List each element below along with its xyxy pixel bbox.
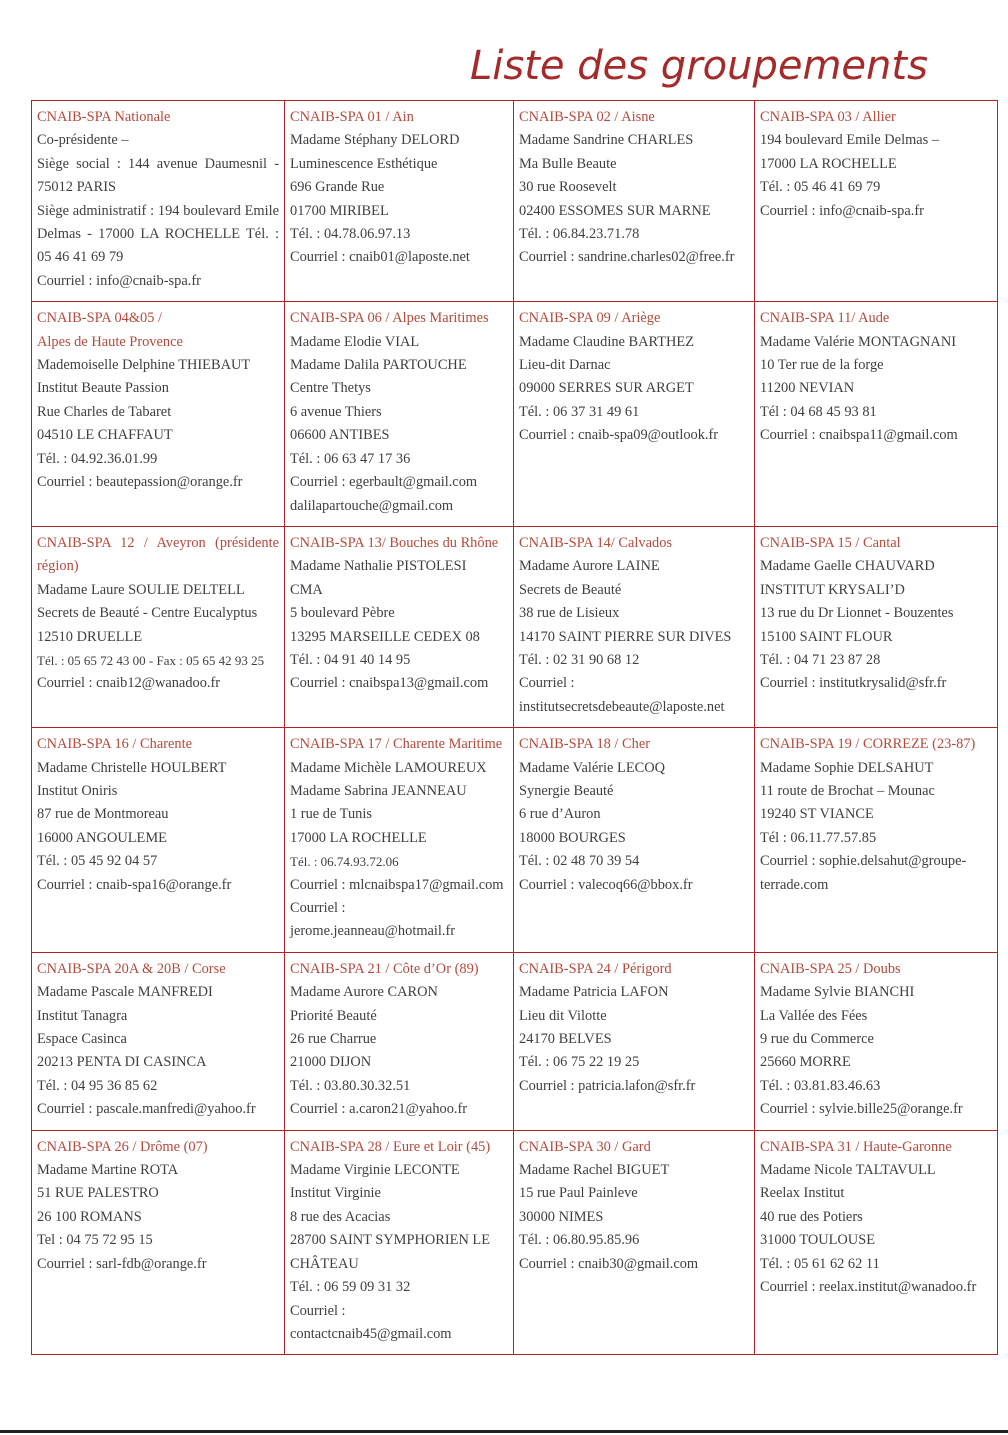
groupement-detail-line: Courriel : valecoq66@bbox.fr <box>519 876 693 893</box>
groupement-detail-line: 04510 LE CHAFFAUT <box>37 427 173 444</box>
groupement-detail-line: Courriel : beautepassion@orange.fr <box>37 474 243 491</box>
groupement-detail-line: Madame Aurore LAINE <box>519 558 660 575</box>
groupement-detail-line: 24170 BELVES <box>519 1031 612 1048</box>
groupement-detail-line: Madame Aurore CARON <box>290 984 438 1001</box>
groupement-name: CNAIB-SPA 11/ Aude <box>760 310 890 327</box>
groupement-detail-line: Madame Sabrina JEANNEAU <box>290 782 467 799</box>
groupement-cell <box>285 302 514 527</box>
groupement-name: CNAIB-SPA 20A & 20B / Corse <box>37 960 226 977</box>
groupement-cell <box>32 101 285 302</box>
groupement-detail-line: Madame Virginie LECONTE <box>290 1162 460 1179</box>
groupement-cell <box>514 302 755 527</box>
groupement-detail-line: Madame Christelle HOULBERT <box>37 759 227 776</box>
groupement-detail-line: 30000 NIMES <box>519 1208 604 1225</box>
groupement-detail-line: Priorité Beauté <box>290 1007 377 1024</box>
groupement-detail-line: 13295 MARSEILLE CEDEX 08 <box>290 628 480 645</box>
groupement-cell <box>32 952 285 1130</box>
groupement-cell <box>514 101 755 302</box>
table-row <box>32 728 998 953</box>
groupement-detail-line: Courriel : <box>519 675 575 692</box>
groupement-detail-line: Institut Virginie <box>290 1185 381 1202</box>
groupement-cell <box>285 952 514 1130</box>
groupement-detail-line: Secrets de Beauté <box>519 581 622 598</box>
groupement-detail-line: Tél. : 05 65 72 43 00 - Fax : 05 65 42 93 25 <box>37 652 265 668</box>
groupement-detail-line: Courriel : cnaibspa11@gmail.com <box>760 427 958 444</box>
groupement-detail-line: Tél. : 06.74.93.72.06 <box>290 854 399 870</box>
groupement-cell <box>32 728 285 953</box>
groupement-name: CNAIB-SPA 12 / Aveyron (présidente région) <box>37 534 279 575</box>
groupement-detail-line: Tél. : 04.78.06.97.13 <box>290 226 411 243</box>
groupement-detail-line: Co-présidente – <box>37 132 129 149</box>
groupement-detail-line: 87 rue de Montmoreau <box>37 806 169 823</box>
groupement-detail-line: 31000 TOULOUSE <box>760 1232 875 1249</box>
table-row <box>32 302 998 527</box>
groupement-cell <box>755 952 998 1130</box>
groupement-detail-line: 26 rue Charrue <box>290 1031 377 1048</box>
groupement-cell <box>285 101 514 302</box>
groupement-detail-line: 15100 SAINT FLOUR <box>760 628 893 645</box>
groupement-name: CNAIB-SPA 31 / Haute-Garonne <box>760 1138 952 1155</box>
groupement-detail-line: 1 rue de Tunis <box>290 806 372 823</box>
groupement-detail-line: Courriel : cnaib-spa16@orange.fr <box>37 876 232 893</box>
groupement-detail-line: Reelax Institut <box>760 1185 845 1202</box>
groupement-detail-line: Mademoiselle Delphine THIEBAUT <box>37 357 251 374</box>
groupement-detail-line: Courriel : contactcnaib45@gmail.com <box>290 1302 452 1342</box>
groupement-detail-line: Madame Nicole TALTAVULL <box>760 1162 936 1179</box>
groupement-name: Alpes de Haute Provence <box>37 333 183 350</box>
groupement-detail-line: Luminescence Esthétique <box>290 155 438 172</box>
groupement-name: CNAIB-SPA 25 / Doubs <box>760 960 901 977</box>
groupement-detail-line: 06600 ANTIBES <box>290 427 390 444</box>
groupement-name: CNAIB-SPA 21 / Côte d’Or (89) <box>290 960 479 977</box>
groupement-detail-line: Tél. : 05 46 41 69 79 <box>760 179 881 196</box>
groupement-name: CNAIB-SPA 02 / Aisne <box>519 109 655 125</box>
groupement-name: CNAIB-SPA 28 / Eure et Loir (45) <box>290 1138 491 1155</box>
groupement-detail-line: Tél. : 03.81.83.46.63 <box>760 1077 881 1094</box>
groupement-detail-line: Courriel : pascale.manfredi@yahoo.fr <box>37 1101 256 1118</box>
groupement-detail-line: Rue Charles de Tabaret <box>37 403 172 420</box>
groupement-detail-line: 16000 ANGOULEME <box>37 829 167 846</box>
groupement-detail-line: Siège social : 144 avenue Daumesnil - 75012 PARIS <box>37 155 279 196</box>
groupement-name: CNAIB-SPA 18 / Cher <box>519 736 651 753</box>
groupement-detail-line: Tél. : 06.84.23.71.78 <box>519 226 640 243</box>
groupement-detail-line: Madame Elodie VIAL <box>290 333 420 350</box>
groupement-detail-line: dalilapartouche@gmail.com <box>290 497 454 514</box>
groupement-detail-line: 6 avenue Thiers <box>290 403 382 420</box>
groupement-name: CNAIB-SPA 13/ Bouches du Rhône <box>290 534 499 551</box>
groupement-cell <box>514 952 755 1130</box>
groupement-detail-line: INSTITUT KRYSALI’D <box>760 581 905 598</box>
groupement-detail-line: 10 Ter rue de la forge <box>760 357 884 374</box>
table-row <box>32 952 998 1130</box>
groupement-detail-line: Courriel : patricia.lafon@sfr.fr <box>519 1077 696 1094</box>
groupement-detail-line: Madame Laure SOULIE DELTELL <box>37 581 245 598</box>
groupement-detail-line: Tél. : 04.92.36.01.99 <box>37 450 158 467</box>
groupement-detail-line: 12510 DRUELLE <box>37 628 143 645</box>
table-row <box>32 101 998 302</box>
groupement-name: CNAIB-SPA 19 / CORREZE (23-87) <box>760 736 976 753</box>
groupement-name: CNAIB-SPA 06 / Alpes Maritimes <box>290 310 489 327</box>
groupement-cell <box>755 302 998 527</box>
groupement-detail-line: Tél. : 06 75 22 19 25 <box>519 1054 640 1071</box>
groupement-detail-line: Centre Thetys <box>290 380 371 397</box>
groupement-detail-line: 01700 MIRIBEL <box>290 202 389 219</box>
table-row <box>32 1130 998 1355</box>
groupement-detail-line: Courriel : <box>290 900 346 916</box>
groupement-detail-line: Lieu dit Vilotte <box>519 1007 607 1024</box>
groupement-cell <box>285 728 514 953</box>
groupement-detail-line: 14170 SAINT PIERRE SUR DIVES <box>519 628 732 645</box>
groupement-cell <box>285 1130 514 1355</box>
groupement-detail-line: 26 100 ROMANS <box>37 1208 142 1225</box>
groupement-detail-line: Madame Valérie MONTAGNANI <box>760 333 957 350</box>
groupement-detail-line: 13 rue du Dr Lionnet - Bouzentes <box>760 605 954 622</box>
groupement-detail-line: Madame Claudine BARTHEZ <box>519 333 694 350</box>
groupement-detail-line: Madame Sandrine CHARLES <box>519 132 694 149</box>
groupement-detail-line: 28700 SAINT SYMPHORIEN LE CHÂTEAU <box>290 1232 491 1272</box>
groupement-detail-line: 17000 LA ROCHELLE <box>290 829 427 846</box>
groupement-detail-line: 25660 MORRE <box>760 1054 851 1071</box>
groupement-detail-line: Madame Sophie DELSAHUT <box>760 759 934 776</box>
groupement-cell <box>755 728 998 953</box>
groupement-detail-line: Tél. : 06 63 47 17 36 <box>290 450 411 467</box>
groupement-detail-line: Tél : 04 68 45 93 81 <box>760 403 877 420</box>
groupement-cell <box>755 101 998 302</box>
groupement-detail-line: 30 rue Roosevelt <box>519 179 617 196</box>
groupement-detail-line: Madame Gaelle CHAUVARD <box>760 558 935 575</box>
groupement-detail-line: CMA <box>290 581 323 598</box>
groupement-detail-line: 11200 NEVIAN <box>760 380 855 397</box>
groupement-detail-line: 17000 LA ROCHELLE <box>760 155 897 172</box>
groupement-detail-line: Tél. : 04 71 23 87 28 <box>760 651 881 668</box>
groupement-detail-line: Courriel : info@cnaib-spa.fr <box>760 202 924 219</box>
groupement-name: CNAIB-SPA 14/ Calvados <box>519 534 672 551</box>
groupement-detail-line: Synergie Beauté <box>519 782 614 799</box>
groupement-detail-line: Madame Dalila PARTOUCHE <box>290 357 467 374</box>
groupement-detail-line: Institut Beaute Passion <box>37 380 169 397</box>
groupement-name: CNAIB-SPA 09 / Ariège <box>519 310 661 327</box>
table-body <box>32 101 998 1355</box>
groupement-detail-line: Madame Nathalie PISTOLESI <box>290 558 467 575</box>
groupement-detail-line: Tél. : 02 31 90 68 12 <box>519 651 640 668</box>
groupement-detail-line: Courriel : cnaibspa13@gmail.com <box>290 675 489 692</box>
groupement-detail-line: Tél : 06.11.77.57.85 <box>760 829 877 846</box>
groupement-detail-line: 5 boulevard Pèbre <box>290 605 395 622</box>
groupement-cell <box>32 1130 285 1355</box>
groupement-detail-line: Institut Tanagra <box>37 1007 128 1024</box>
groupement-detail-line: Courriel : info@cnaib-spa.fr <box>37 272 201 289</box>
groupement-detail-line: 51 RUE PALESTRO <box>37 1185 159 1202</box>
groupement-detail-line: Tél. : 03.80.30.32.51 <box>290 1077 411 1094</box>
groupement-name: CNAIB-SPA 30 / Gard <box>519 1138 651 1155</box>
groupement-detail-line: Madame Martine ROTA <box>37 1162 179 1179</box>
groupement-detail-line: Madame Stéphany DELORD <box>290 132 460 149</box>
groupement-detail-line: Madame Sylvie BIANCHI <box>760 984 915 1001</box>
groupement-detail-line: 9 rue du Commerce <box>760 1031 874 1048</box>
groupement-detail-line: 21000 DIJON <box>290 1054 372 1071</box>
groupement-detail-line: Tél. : 06 59 09 31 32 <box>290 1279 411 1296</box>
groupement-detail-line: Courriel : cnaib12@wanadoo.fr <box>37 675 221 692</box>
groupement-detail-line: Lieu-dit Darnac <box>519 357 611 374</box>
groupement-table <box>31 100 998 1355</box>
groupement-detail-line: La Vallée des Fées <box>760 1007 868 1024</box>
groupement-detail-line: Tél. : 05 45 92 04 57 <box>37 853 158 870</box>
groupement-cell <box>514 728 755 953</box>
groupement-detail-line: Secrets de Beauté - Centre Eucalyptus <box>37 605 258 622</box>
groupement-detail-line: Madame Michèle LAMOUREUX <box>290 759 487 776</box>
groupement-detail-line: Courriel : institutkrysalid@sfr.fr <box>760 675 947 692</box>
groupement-cell <box>32 526 285 727</box>
groupement-name: CNAIB-SPA 16 / Charente <box>37 736 192 753</box>
groupement-detail-line: Madame Valérie LECOQ <box>519 759 665 776</box>
groupement-detail-line: 40 rue des Potiers <box>760 1208 863 1225</box>
groupement-detail-line: 09000 SERRES SUR ARGET <box>519 380 694 397</box>
groupement-name: CNAIB-SPA 03 / Allier <box>760 109 896 125</box>
groupement-detail-line: Institut Oniris <box>37 782 118 799</box>
groupement-detail-line: Espace Casinca <box>37 1031 127 1048</box>
groupement-detail-line: Siège administratif : 194 boulevard Emile Delmas - 17000 LA ROCHELLE Tél. : 05 46 41 69 79 <box>37 202 279 266</box>
groupement-detail-line: Courriel : cnaib30@gmail.com <box>519 1255 699 1272</box>
groupement-detail-line: Courriel : sandrine.charles02@free.fr <box>519 249 735 266</box>
groupement-cell <box>755 526 998 727</box>
groupement-detail-line: Madame Pascale MANFREDI <box>37 984 213 1001</box>
groupement-detail-line: Courriel : egerbault@gmail.com <box>290 474 478 491</box>
groupement-detail-line: 02400 ESSOMES SUR MARNE <box>519 202 711 219</box>
groupement-detail-line: 19240 ST VIANCE <box>760 806 874 823</box>
groupement-detail-line: 6 rue d’Auron <box>519 806 601 823</box>
groupement-detail-line: Courriel : mlcnaibspa17@gmail.com <box>290 876 504 893</box>
groupement-detail-line: 38 rue de Lisieux <box>519 605 620 622</box>
groupement-detail-line: 194 boulevard Emile Delmas – <box>760 132 940 149</box>
groupement-detail-line: Tél. : 04 95 36 85 62 <box>37 1077 158 1094</box>
groupement-detail-line: Courriel : reelax.institut@wanadoo.fr <box>760 1279 977 1296</box>
groupement-detail-line: Courriel : sylvie.bille25@orange.fr <box>760 1101 963 1118</box>
groupement-name: CNAIB-SPA 17 / Charente Maritime <box>290 736 503 753</box>
groupement-name: CNAIB-SPA 01 / Ain <box>290 109 414 125</box>
groupement-detail-line: Courriel : a.caron21@yahoo.fr <box>290 1101 468 1118</box>
groupement-detail-line: 11 route de Brochat – Mounac <box>760 782 935 799</box>
groupement-detail-line: Tél. : 06.80.95.85.96 <box>519 1232 640 1249</box>
groupement-cell <box>514 526 755 727</box>
groupement-detail-line: institutsecretsdebeaute@laposte.net <box>519 698 725 715</box>
groupement-detail-line: Madame Patricia LAFON <box>519 984 669 1001</box>
groupement-detail-line: jerome.jeanneau@hotmail.fr <box>290 923 456 940</box>
groupement-detail-line: 696 Grande Rue <box>290 179 385 196</box>
groupement-name: CNAIB-SPA 15 / Cantal <box>760 534 901 551</box>
groupement-detail-line: Tél. : 04 91 40 14 95 <box>290 651 411 668</box>
groupement-detail-line: Courriel : cnaib01@laposte.net <box>290 249 470 266</box>
groupement-detail-line: Courriel : sophie.delsahut@groupe-terrade.com <box>760 853 967 893</box>
groupement-cell <box>514 1130 755 1355</box>
groupement-cell <box>755 1130 998 1355</box>
groupement-detail-line: 20213 PENTA DI CASINCA <box>37 1054 207 1071</box>
groupement-detail-line: Tel : 04 75 72 95 15 <box>37 1232 153 1249</box>
groupement-detail-line: Courriel : sarl-fdb@orange.fr <box>37 1255 207 1272</box>
groupement-detail-line: 15 rue Paul Painleve <box>519 1185 638 1202</box>
page-bottom-rule <box>0 1430 1008 1433</box>
groupement-detail-line: Tél. : 02 48 70 39 54 <box>519 853 640 870</box>
table-row <box>32 526 998 727</box>
groupement-cell <box>285 526 514 727</box>
groupement-detail-line: Madame Rachel BIGUET <box>519 1162 670 1179</box>
groupement-detail-line: 18000 BOURGES <box>519 829 626 846</box>
groupement-detail-line: Tél. : 06 37 31 49 61 <box>519 403 640 420</box>
groupement-detail-line: 8 rue des Acacias <box>290 1208 391 1225</box>
groupement-name: CNAIB-SPA 04&05 / <box>37 310 163 327</box>
page-title: Liste des groupements <box>470 43 928 89</box>
groupement-cell <box>32 302 285 527</box>
groupement-detail-line: Ma Bulle Beaute <box>519 155 617 172</box>
groupement-detail-line: Tél. : 05 61 62 62 11 <box>760 1255 880 1272</box>
groupement-name: CNAIB-SPA Nationale <box>37 109 171 125</box>
groupement-name: CNAIB-SPA 24 / Périgord <box>519 960 672 977</box>
groupement-detail-line: Courriel : cnaib-spa09@outlook.fr <box>519 427 719 444</box>
groupement-name: CNAIB-SPA 26 / Drôme (07) <box>37 1138 208 1155</box>
